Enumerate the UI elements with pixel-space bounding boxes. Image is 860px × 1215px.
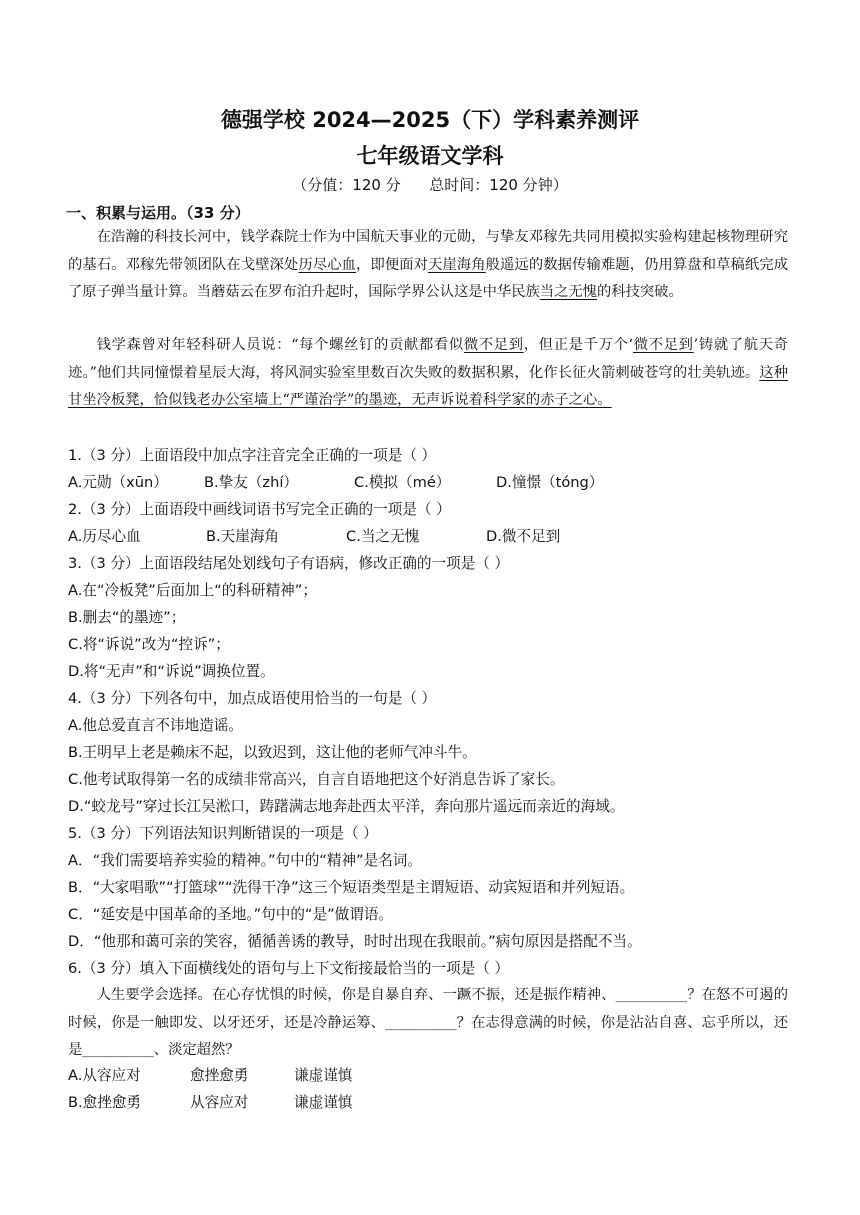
exam-subtitle: 七年级语文学科 [356,144,504,168]
option-phrase: A.从容应对 [68,1067,141,1084]
option: C.他考试取得第一名的成绩非常高兴，自言自语地把这个好消息告诉了家长。 [68,771,565,788]
underlined-word: 当之无愧 [539,284,597,300]
exam-title: 德强学校 2024—2025（下）学科素养测评 [220,108,640,132]
question-1: 1.（3 分）上面语段中加点字注音完全正确的一项是（ ） [68,447,437,464]
exam-meta: （分值：120 分 总时间：120 分钟） [292,176,568,194]
passage-text: 钱学森曾对年轻科研人员说：“每个螺丝钉的贡献都看似 [96,337,464,353]
question-4: 4.（3 分）下列各句中，加点成语使用恰当的一句是（ ） [68,690,437,707]
passage-text: ，但正是千万个‘ [523,337,634,353]
passage-text: 的科技突破。 [596,284,683,300]
option: D．“他那和蔼可亲的笑容，循循善诱的教导，时时出现在我眼前。”病句原因是搭配不当。 [68,933,642,950]
question-6: 6.（3 分）填入下面横线处的语句与上下文衔接最恰当的一项是（ ） [68,960,510,977]
passage-text: ’铸就了航天奇迹。”他们共同憧憬着星辰大海，将风洞实验室里数百次失败的数据积累，化作长征火箭刺破苍穹的壮美轨迹。 [68,337,789,381]
option: C.将“诉说”改为“控诉”； [68,636,230,653]
option: A.历尽心血 [68,528,141,545]
question-2-options [68,525,560,546]
question-3: 3.（3 分）上面语段结尾处划线句子有语病，修改正确的一项是（ ） [68,555,510,572]
passage-paragraph-1 [68,224,788,307]
passage-paragraph-2 [68,332,788,415]
option: B．“大家唱歌”“打篮球”“洗得干净”这三个短语类型是主谓短语、动宾短语和并列短语。 [68,879,635,896]
option: A.他总爱直言不讳地造谣。 [68,717,243,734]
section-heading: 一、积累与运用。（33 分） [66,204,250,222]
option: A．“我们需要培养实验的精神。”句中的“精神”是名词。 [68,852,422,869]
option-phrase: 从容应对 [190,1094,249,1111]
underlined-word: 天崖海角 [428,256,486,273]
option: D.“蛟龙号”穿过长江吴淞口，踌躇满志地奔赴西太平洋，奔向那片遥远而亲近的海域。 [68,798,625,815]
option: A.在“冷板凳”后面加上“的科研精神”； [68,582,317,599]
option: D.微不足到 [486,528,561,545]
option-phrase: 愈挫愈勇 [190,1067,249,1084]
passage-text: 般遥远的数据传输难题，仍用算盘和草稿纸完成了原子弹当量计算。当蘑菇云在罗布泊升起时，国际学界公认这是中华民族 [68,256,789,300]
underlined-word: 历尽心血 [298,256,357,273]
option: C.当之无愧 [346,528,420,545]
option: C.模拟（mé） [354,474,451,491]
passage-text: ，即便面对 [356,256,429,273]
option: B.王明早上老是赖床不起，以致迟到，这让他的老师气冲斗牛。 [68,744,477,761]
option-phrase: 谦虚谨慎 [294,1094,353,1111]
option: B.挚友（zhí） [204,474,298,491]
passage-text: 在浩瀚的科技长河中，钱学森院士作为中国航天事业的元勋，与挚友邓稼先共同用模拟实验构建起核物理研究的基石。邓稼先带领团队在戈壁深处 [68,229,788,273]
question-1-options [68,471,603,492]
option: D.憧憬（tóng） [496,474,604,491]
option: B.删去“的墨迹”； [68,609,186,626]
underlined-word: 微不足到 [633,337,694,353]
question-2: 2.（3 分）上面语段中画线词语书写完全正确的一项是（ ） [68,501,451,518]
question-6-option-a [68,1064,352,1085]
option: B.天崖海角 [206,528,280,545]
underlined-sentence: 这种甘坐冷板凳，恰似钱老办公室墙上“严谨治学”的墨迹，无声诉说着科学家的赤子之心。 [68,364,789,408]
option: C．“延安是中国革命的圣地。”句中的“是”做谓语。 [68,906,394,923]
option: A.元勋（xūn） [68,474,168,491]
question-6-option-b [68,1091,352,1112]
underlined-word: 微不足到 [463,337,524,353]
question-5: 5.（3 分）下列语法知识判断错误的一项是（ ） [68,825,378,842]
option-phrase: B.愈挫愈勇 [68,1094,142,1111]
question-6-passage: 人生要学会选择。在心存忧惧的时候，你是自暴自弃、一蹶不振，还是振作精神、__________？在怒不可遏的时候，你是一触即发、以牙还牙，还是冷静运筹、__________？在志得意满的时候，你是沾沾自喜、忘乎所以，还是__________、淡定超然？ [68,987,788,1058]
option-phrase: 谦虚谨慎 [294,1067,353,1084]
option: D.将“无声”和“诉说”调换位置。 [68,663,275,680]
